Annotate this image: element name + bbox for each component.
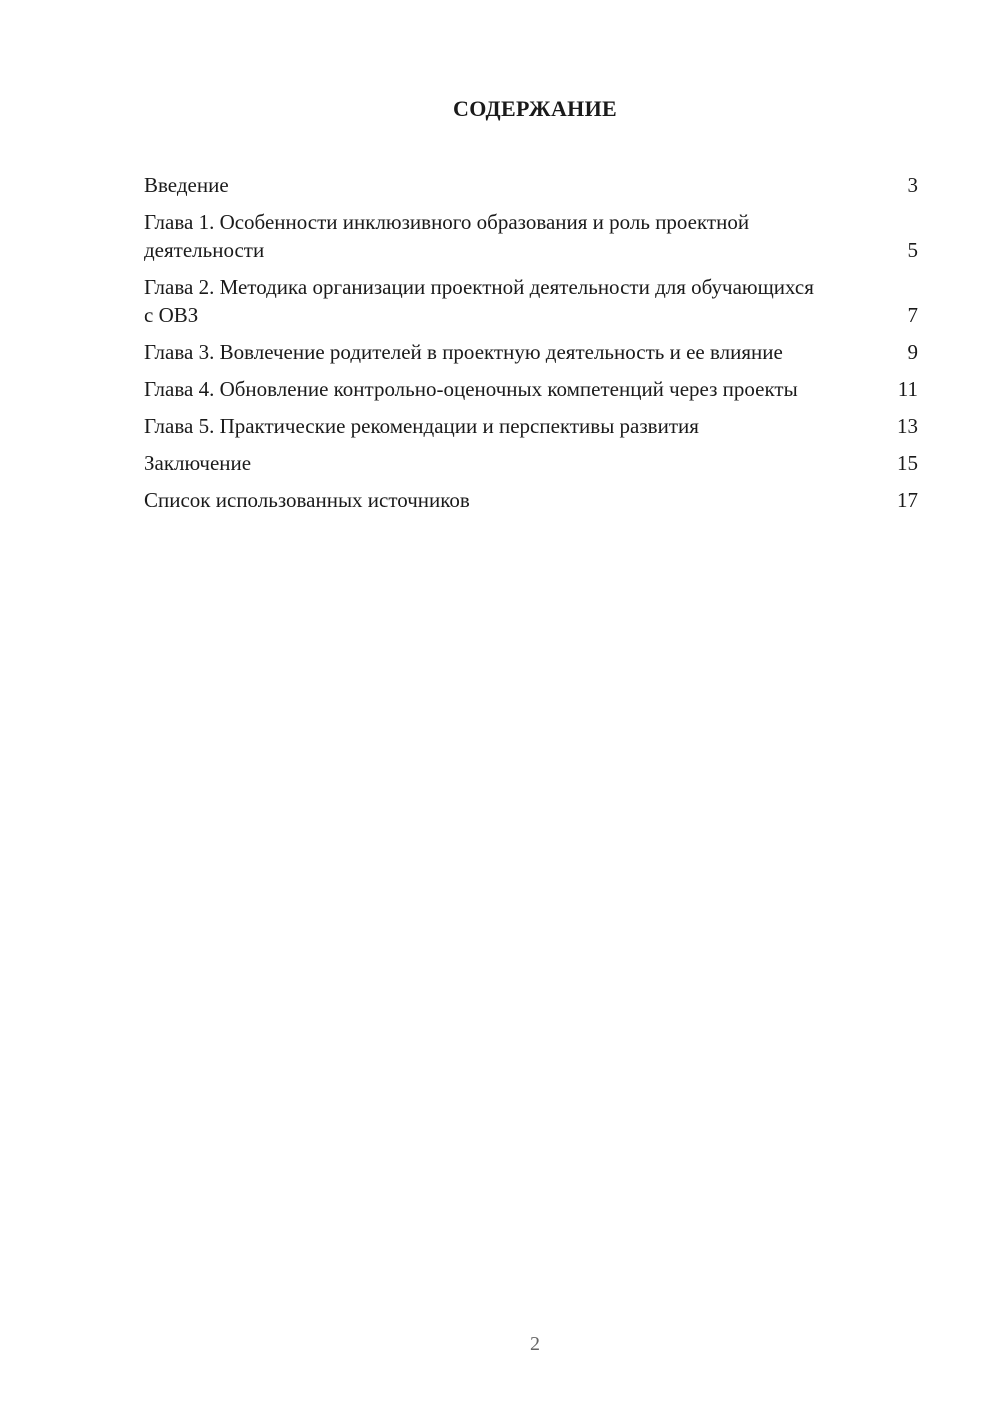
toc-heading: СОДЕРЖАНИЕ: [453, 96, 617, 121]
toc-entry-page: 9: [907, 340, 918, 364]
toc-entry-references: [144, 486, 918, 514]
toc-entry-title: Глава 4. Обновление контрольно-оценочных компетенций через проекты: [144, 377, 798, 401]
toc-entry-title: Глава 2. Методика организации проектной деятельности для обучающихся с ОВЗ: [144, 275, 814, 327]
toc-entry-chapter-5: [144, 412, 918, 440]
toc-entry-chapter-4: [144, 375, 918, 403]
toc-entry-page: 3: [907, 173, 918, 197]
toc-entry-page: 13: [897, 414, 918, 438]
toc-entry-page: 11: [897, 377, 918, 401]
toc-entry-chapter-3: [144, 338, 918, 366]
toc-entry-title: Глава 5. Практические рекомендации и перспективы развития: [144, 414, 699, 438]
toc-entry-title: Заключение: [144, 451, 252, 475]
toc-entry-chapter-1: [144, 208, 918, 264]
toc-entry-title: Глава 1. Особенности инклюзивного образования и роль проектной деятельности: [144, 210, 750, 262]
toc-entry-page: 5: [907, 238, 918, 262]
toc-entry-chapter-2: [144, 273, 918, 329]
table-of-contents: [144, 171, 918, 523]
toc-entry-page: 15: [897, 451, 918, 475]
page-number: 2: [530, 1333, 540, 1355]
toc-entry-page: 7: [907, 303, 918, 327]
toc-entry-page: 17: [897, 488, 918, 512]
toc-entry-title: Список использованных источников: [144, 488, 470, 512]
toc-entry-introduction: [144, 171, 918, 199]
toc-entry-title: Введение: [144, 173, 229, 197]
toc-entry-conclusion: [144, 449, 918, 477]
toc-entry-title: Глава 3. Вовлечение родителей в проектную деятельность и ее влияние: [144, 340, 783, 364]
